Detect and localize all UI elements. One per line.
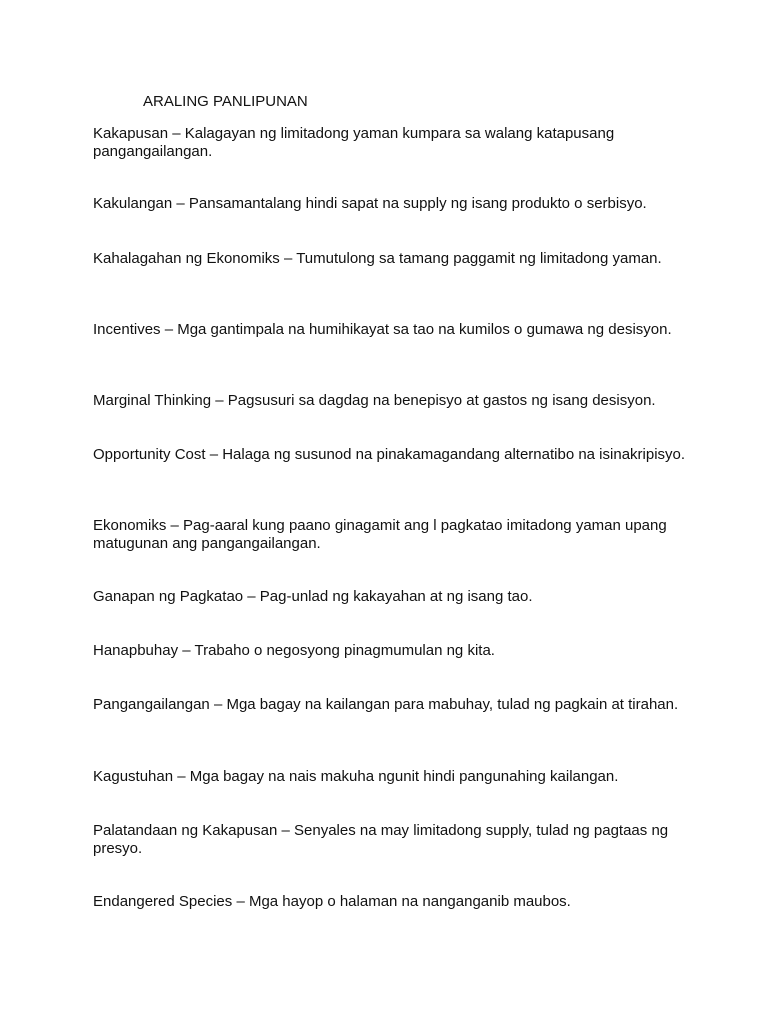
definition-entry: Kakulangan – Pansamantalang hindi sapat na supply ng isang produkto o serbisyo. [93, 195, 647, 212]
document-title: ARALING PANLIPUNAN [143, 93, 308, 110]
definition-entry: Kahalagahan ng Ekonomiks – Tumutulong sa tamang paggamit ng limitadong yaman. [93, 250, 662, 267]
definition-entry: Marginal Thinking – Pagsusuri sa dagdag na benepisyo at gastos ng isang desisyon. [93, 392, 656, 409]
definition-entry: Ganapan ng Pagkatao – Pag-unlad ng kakayahan at ng isang tao. [93, 588, 533, 605]
definition-entry: Opportunity Cost – Halaga ng susunod na pinakamagandang alternatibo na isinakripisyo. [93, 446, 686, 463]
definition-entry: Kagustuhan – Mga bagay na nais makuha ngunit hindi pangunahing kailangan. [93, 768, 619, 785]
definition-entry: Palatandaan ng Kakapusan – Senyales na may limitadong supply, tulad ng pagtaas ng presyo. [93, 822, 669, 857]
definition-entry: Ekonomiks – Pag-aaral kung paano ginagamit ang l pagkatao imitadong yaman upang matugunan ang pangangailangan. [93, 517, 667, 552]
definition-entry: Pangangailangan – Mga bagay na kailangan para mabuhay, tulad ng pagkain at tirahan. [93, 696, 679, 713]
definition-entry: Hanapbuhay – Trabaho o negosyong pinagmumulan ng kita. [93, 642, 495, 659]
definition-entry: Endangered Species – Mga hayop o halaman na nanganganib maubos. [93, 893, 571, 910]
definition-entry: Incentives – Mga gantimpala na humihikayat sa tao na kumilos o gumawa ng desisyon. [93, 321, 672, 338]
definition-entry: Kakapusan – Kalagayan ng limitadong yaman kumpara sa walang katapusang pangangailangan. [93, 125, 615, 160]
